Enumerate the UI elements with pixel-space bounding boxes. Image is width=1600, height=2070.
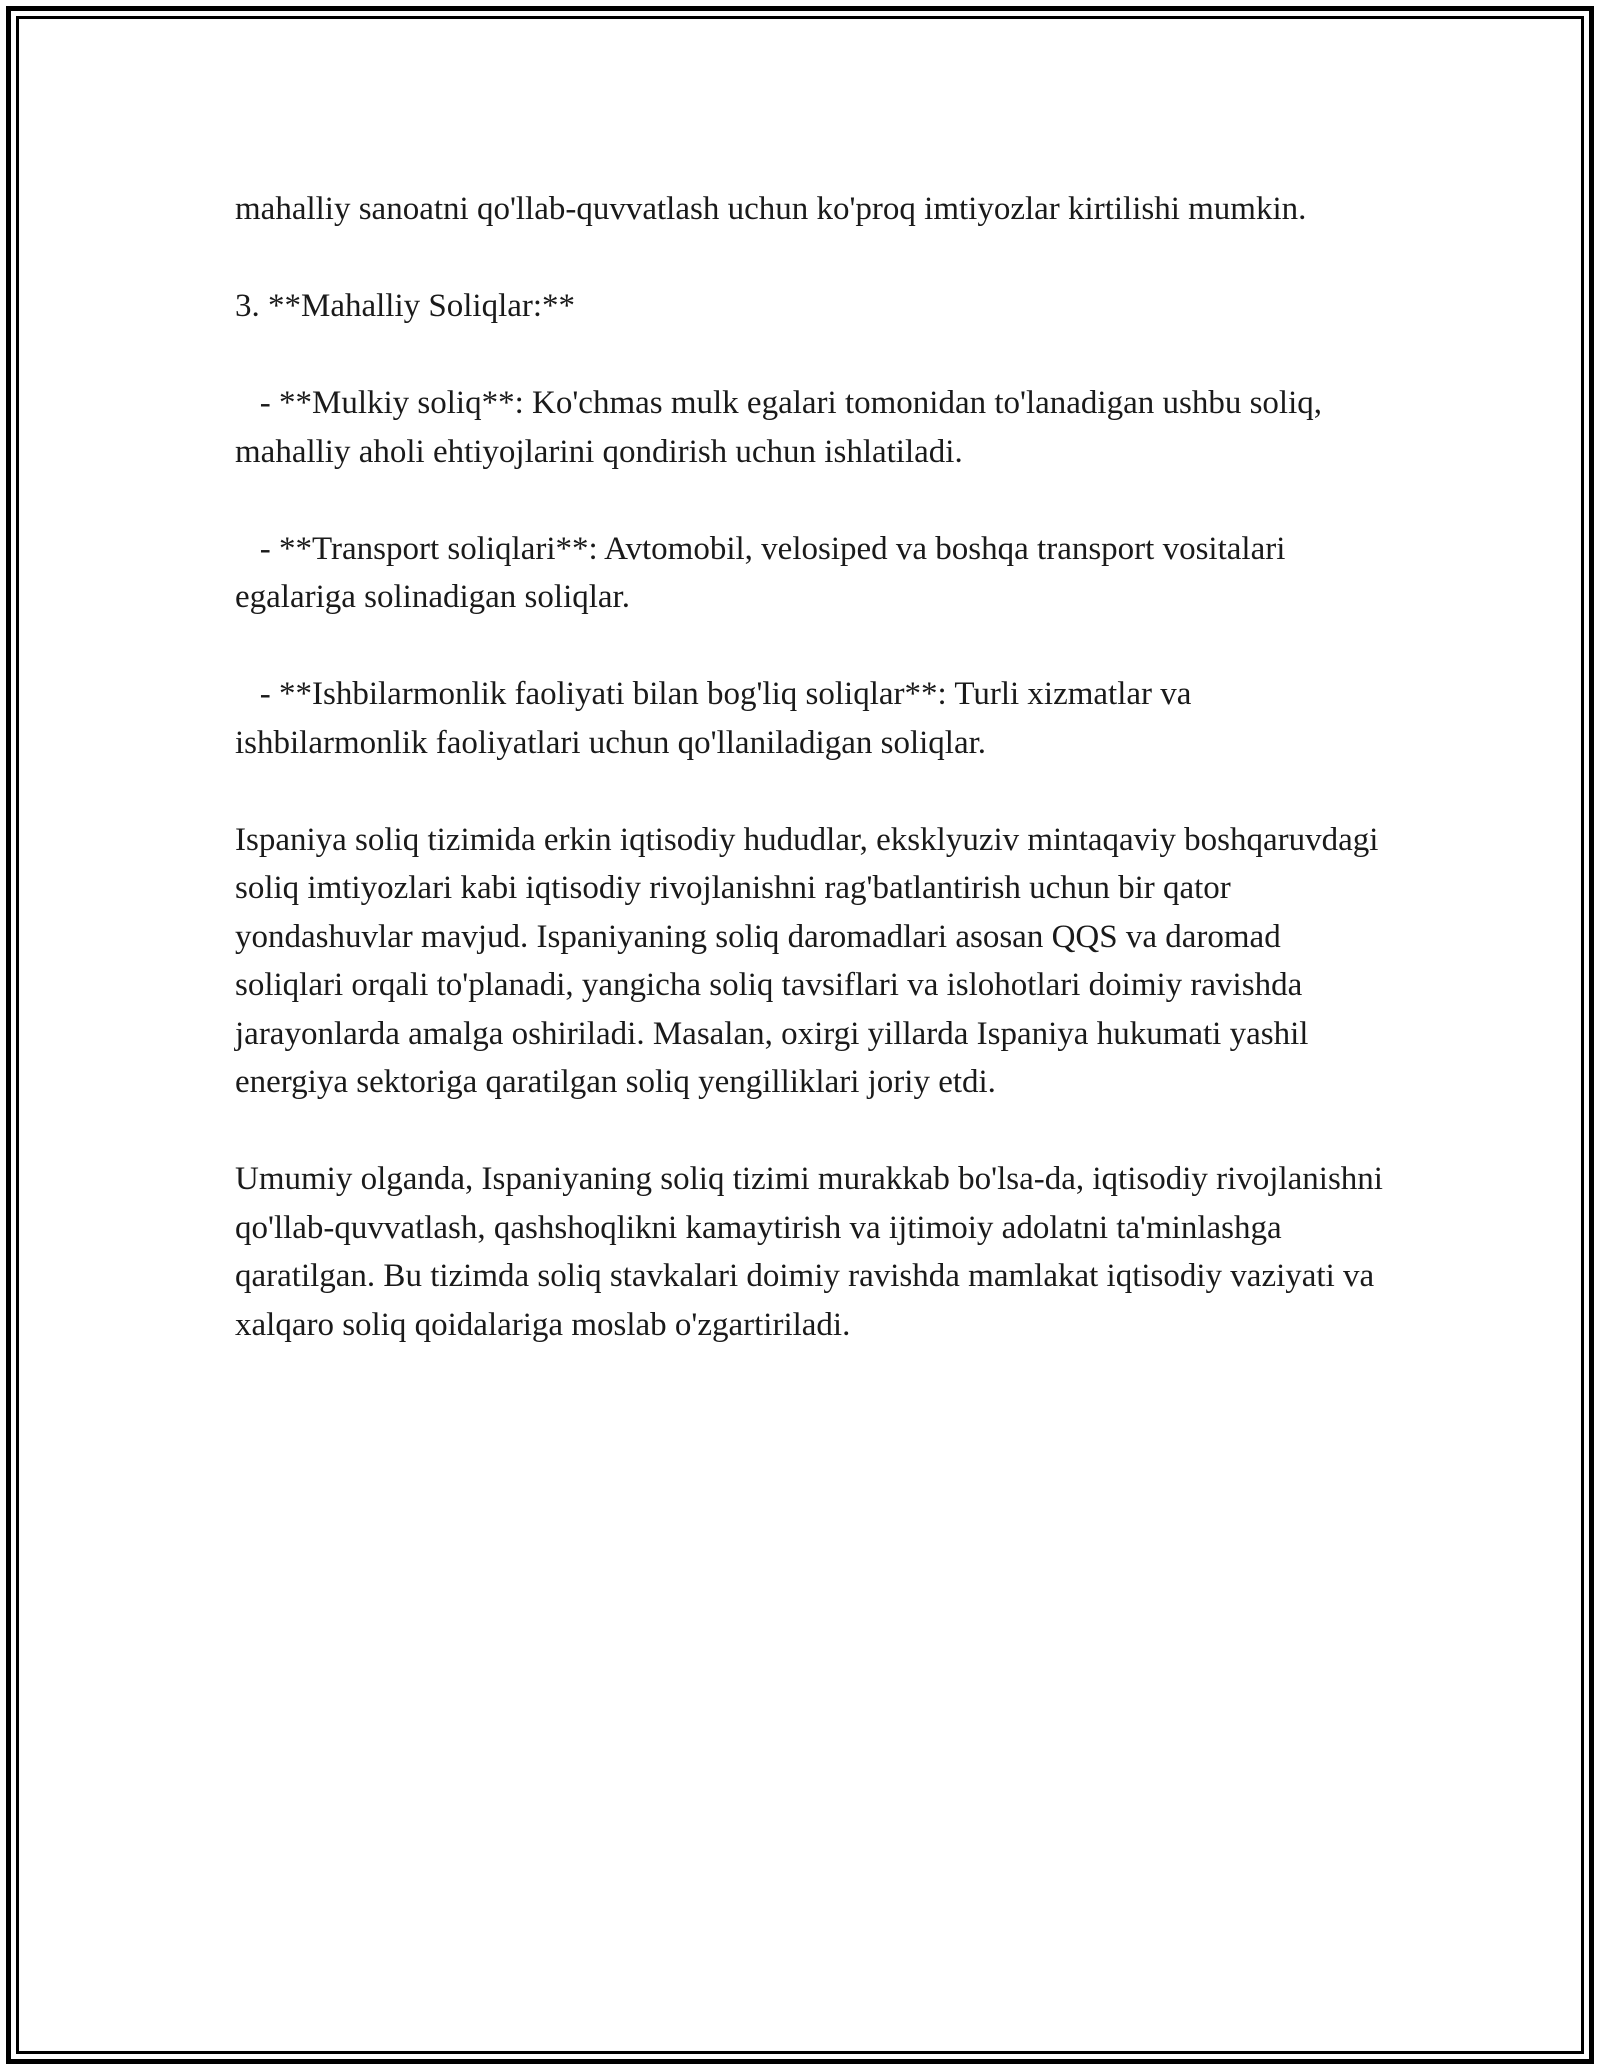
paragraph-conclusion: Umumiy olganda, Ispaniyaning soliq tizimi murakkab bo'lsa-da, iqtisodiy rivojlanishni qo'llab-quvvatlash, qashshoqlikni kamaytirish va ijtimoiy adolatni ta'minlashga qaratilgan. Bu tizimda soliq stavkalari doimiy ravishda mamlakat iqtisodiy vaziyati va xalqaro soliq qoidalariga moslab o'zgartiriladi.	[235, 1161, 1392, 1343]
paragraph-continuation: mahalliy sanoatni qo'llab-quvvatlash uchun ko'proq imtiyozlar kirtilishi mumkin.	[235, 191, 1307, 227]
list-item-transport-tax: - **Transport soliqlari**: Avtomobil, velosiped va boshqa transport vositalari egalariga solinadigan soliqlar.	[235, 530, 1294, 615]
list-item-property-tax: - **Mulkiy soliq**: Ko'chmas mulk egalari tomonidan to'lanadigan ushbu soliq, mahalliy aholi ehtiyojlarini qondirish uchun ishlatiladi.	[235, 385, 1331, 470]
document-body	[235, 185, 1392, 1398]
section-heading-local-taxes: 3. **Mahalliy Soliqlar:**	[235, 288, 576, 324]
paragraph-spain-tax-system: Ispaniya soliq tizimida erkin iqtisodiy hududlar, eksklyuziv mintaqaviy boshqaruvdagi soliq imtiyozlari kabi iqtisodiy rivojlanishni rag'batlantirish uchun bir qator yondashuvlar mavjud. Ispaniyaning soliq daromadlari asosan QQS va daromad soliqlari orqali to'planadi, yangicha soliq tavsiflari va islohotlari doimiy ravishda jarayonlarda amalga oshiriladi. Masalan, oxirgi yillarda Ispaniya hukumati yashil energiya sektoriga qaratilgan soliq yengilliklari joriy etdi.	[235, 821, 1387, 1100]
list-item-business-tax: - **Ishbilarmonlik faoliyati bilan bog'liq soliqlar**: Turli xizmatlar va ishbilarmonlik faoliyatlari uchun qo'llaniladigan soliqlar.	[235, 676, 1200, 761]
